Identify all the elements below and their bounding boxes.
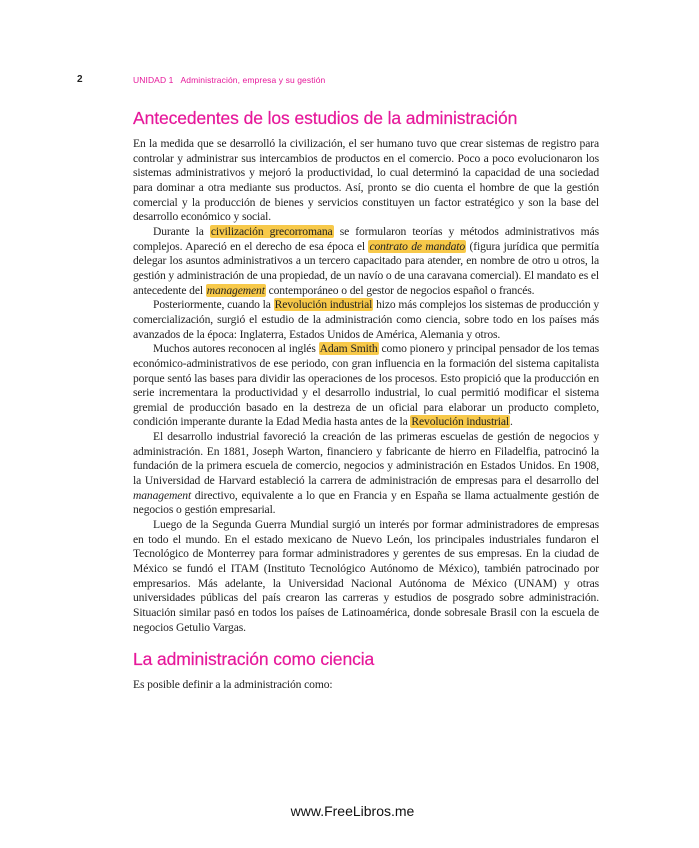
highlight-civilizacion: civilización grecorromana [210,224,333,238]
paragraph-1: En la medida que se desarrolló la civilización, el ser humano tuvo que crear sistemas de registro para controlar y administrar sus intercambios de productos en el comercio. Poco a poco evolucionaron los sistemas administrativos y mejoró la productividad, lo cual determinó la capacidad de una sociedad para dominar a otra mediante sus productos. Así, pronto se dio cuenta el hombre de que la gestión comercial y la producción de bienes y servicios constituyen un factor estratégico y son la base del desarrollo económico y social. [133,137,599,224]
highlight-contrato-mandato: contrato de mandato [369,239,466,253]
running-head [133,75,325,85]
italic-management: management [133,488,192,502]
footer-watermark: www.FreeLibros.me [290,803,415,819]
paragraph-5: El desarrollo industrial favoreció la creación de las primeras escuelas de gestión de negocios y administración. En 1881, Joseph Warton, financiero y fabricante de hierro en Filadelfia, patrocinó la fundación de la primera escuela de comercio, negocios y administración en Estados Unidos. En 1908, la Universidad de Harvard estableció la carrera de administración de empresas para el desarrollo del management directivo, equivalente a lo que en Francia y en España se llama actualmente gestión de negocios o gestión empresarial. [133,430,599,517]
highlight-revolucion-industrial-2: Revolución industrial [411,415,510,429]
unit-label: UNIDAD 1 [133,75,174,85]
section-heading-ciencia: La administración como ciencia [133,649,375,670]
paragraph-definition-intro: Es posible definir a la administración como: [133,678,333,692]
page-number: 2 [77,74,83,85]
chapter-title: Administración, empresa y su gestión [180,75,326,85]
page-content [133,108,599,693]
paragraph-2: Durante la civilización grecorromana se formularon teorías y métodos administrativos más complejos. Apareció en el derecho de esa época el contrato de mandato (figura jurídica que permitía delegar los asuntos administrativos a un tercero capacitado para atender, en nombre de otro u otros, la gestión y administración de una propiedad, de un navío o de una caravana comercial). El mandato es el antecedente del management contemporáneo o del gestor de negocios español o francés. [133,224,599,297]
paragraph-6: Luego de la Segunda Guerra Mundial surgió un interés por formar administradores de empresas en todo el mundo. En el estado mexicano de Nuevo León, los principales industriales fundaron el Tecnológico de Monterrey para formar administradores y gerentes de sus empresas. En la ciudad de México se fundó el ITAM (Instituto Tecnológico Autónomo de México), también patrocinado por empresarios. Más adelante, la Universidad Nacional Autónoma de México (UNAM) y otras universidades públicas del país crearon las carreras y estudios de posgrado sobre administración. Situación similar pasó en todos los países de Latinoamérica, donde sobresale Brasil con la escuela de negocios Getulio Vargas. [133,518,599,634]
highlight-revolucion-industrial: Revolución industrial [274,298,373,312]
highlight-adam-smith: Adam Smith [319,342,378,356]
section-heading-antecedentes: Antecedentes de los estudios de la administración [133,108,518,128]
paragraph-3: Posteriormente, cuando la Revolución industrial hizo más complejos los sistemas de producción y comercialización, surgió el estudio de la administración como ciencia, sobre todo en los países más avanzados de la época: Inglaterra, Estados Unidos de América, Alemania y otros. [133,298,600,341]
page-header [0,74,699,90]
highlight-management: management [206,283,265,297]
paragraph-4: Muchos autores reconocen al inglés Adam Smith como pionero y principal pensador de los temas económico-administrativos de ese periodo, con gran influencia en la formación del sistema capitalista porque sentó las bases para dividir las operaciones de los procesos. Esto propició que la producción en serie incrementara la productividad y el desarrollo industrial, lo cual permitió modificar el sistema gremial de producción basado en la destreza de un oficial para elaborar un producto completo, condición imperante durante la Edad Media hasta antes de la Revolución industrial. [133,342,599,429]
